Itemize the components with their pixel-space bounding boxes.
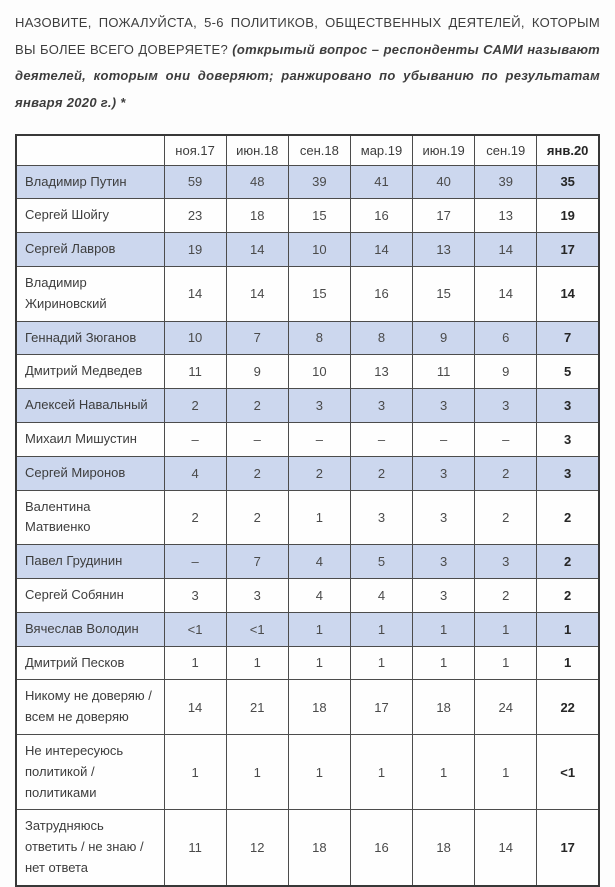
value-cell: 11 (164, 810, 226, 886)
politician-name: Никому не доверяю / всем не доверяю (16, 680, 164, 735)
value-cell: 10 (164, 321, 226, 355)
survey-question-text: НАЗОВИТЕ, ПОЖАЛУЙСТА, 5-6 ПОЛИТИКОВ, ОБЩЕСТВЕННЫХ ДЕЯТЕЛЕЙ, КОТОРЫМ ВЫ БОЛЕЕ ВСЕГО ДОВЕРЯЕТЕ? (15, 15, 600, 57)
column-header: июн.18 (226, 135, 288, 166)
value-cell: 4 (288, 578, 350, 612)
table-row (16, 646, 599, 680)
value-cell: 1 (475, 734, 537, 809)
value-cell: – (350, 422, 412, 456)
value-cell: 7 (226, 545, 288, 579)
value-cell: 13 (475, 199, 537, 233)
value-cell: 3 (413, 389, 475, 423)
value-cell: 1 (288, 734, 350, 809)
value-cell: 16 (350, 810, 412, 886)
value-cell: 18 (413, 680, 475, 735)
value-cell: 19 (537, 199, 599, 233)
value-cell: 2 (226, 389, 288, 423)
value-cell: 1 (413, 612, 475, 646)
value-cell: 1 (475, 612, 537, 646)
value-cell: 18 (413, 810, 475, 886)
value-cell: 24 (475, 680, 537, 735)
table-row (16, 490, 599, 545)
value-cell: 14 (475, 233, 537, 267)
table-body (16, 165, 599, 886)
value-cell: 18 (288, 680, 350, 735)
value-cell: 13 (413, 233, 475, 267)
table-row (16, 680, 599, 735)
value-cell: 5 (537, 355, 599, 389)
value-cell: 1 (413, 646, 475, 680)
table-row (16, 422, 599, 456)
politician-name: Алексей Навальный (16, 389, 164, 423)
value-cell: 9 (475, 355, 537, 389)
table-row (16, 456, 599, 490)
value-cell: 4 (164, 456, 226, 490)
value-cell: 15 (288, 266, 350, 321)
value-cell: 3 (350, 490, 412, 545)
value-cell: <1 (226, 612, 288, 646)
politician-name: Владимир Жириновский (16, 266, 164, 321)
value-cell: 1 (164, 734, 226, 809)
value-cell: 18 (288, 810, 350, 886)
value-cell: 16 (350, 199, 412, 233)
value-cell: 3 (226, 578, 288, 612)
value-cell: 4 (350, 578, 412, 612)
value-cell: 14 (164, 680, 226, 735)
politician-name: Не интересуюсь политикой / политиками (16, 734, 164, 809)
value-cell: 7 (537, 321, 599, 355)
value-cell: 1 (288, 490, 350, 545)
value-cell: 22 (537, 680, 599, 735)
value-cell: 13 (350, 355, 412, 389)
value-cell: 19 (164, 233, 226, 267)
value-cell: 8 (350, 321, 412, 355)
table-row (16, 355, 599, 389)
value-cell: 9 (226, 355, 288, 389)
value-cell: 15 (288, 199, 350, 233)
value-cell: 12 (226, 810, 288, 886)
column-header: ноя.17 (164, 135, 226, 166)
trust-ratings-table (15, 134, 600, 887)
value-cell: 14 (475, 810, 537, 886)
column-header: июн.19 (413, 135, 475, 166)
value-cell: 2 (537, 545, 599, 579)
value-cell: 2 (226, 456, 288, 490)
value-cell: 1 (537, 646, 599, 680)
politician-name: Павел Грудинин (16, 545, 164, 579)
value-cell: 40 (413, 165, 475, 199)
table-row (16, 165, 599, 199)
value-cell: 7 (226, 321, 288, 355)
value-cell: 3 (350, 389, 412, 423)
value-cell: 14 (226, 233, 288, 267)
value-cell: 3 (413, 456, 475, 490)
value-cell: 14 (164, 266, 226, 321)
value-cell: – (413, 422, 475, 456)
value-cell: 14 (226, 266, 288, 321)
value-cell: 4 (288, 545, 350, 579)
value-cell: 48 (226, 165, 288, 199)
value-cell: <1 (537, 734, 599, 809)
value-cell: – (164, 422, 226, 456)
value-cell: 3 (164, 578, 226, 612)
value-cell: 59 (164, 165, 226, 199)
value-cell: 17 (537, 233, 599, 267)
value-cell: 11 (413, 355, 475, 389)
value-cell: 11 (164, 355, 226, 389)
value-cell: 3 (288, 389, 350, 423)
value-cell: 18 (226, 199, 288, 233)
value-cell: 14 (475, 266, 537, 321)
value-cell: 3 (537, 389, 599, 423)
value-cell: 17 (537, 810, 599, 886)
value-cell: 1 (413, 734, 475, 809)
table-row (16, 266, 599, 321)
value-cell: 3 (413, 490, 475, 545)
value-cell: 1 (475, 646, 537, 680)
politician-name: Вячеслав Володин (16, 612, 164, 646)
header-row (16, 135, 599, 166)
table-row (16, 810, 599, 886)
value-cell: 3 (475, 389, 537, 423)
value-cell: 1 (537, 612, 599, 646)
value-cell: 3 (537, 456, 599, 490)
value-cell: 1 (226, 646, 288, 680)
value-cell: 5 (350, 545, 412, 579)
value-cell: 6 (475, 321, 537, 355)
value-cell: 41 (350, 165, 412, 199)
table-row (16, 545, 599, 579)
value-cell: 2 (475, 490, 537, 545)
table-row (16, 612, 599, 646)
value-cell: – (164, 545, 226, 579)
value-cell: 23 (164, 199, 226, 233)
politician-name: Затрудняюсь ответить / не знаю / нет ответа (16, 810, 164, 886)
value-cell: – (288, 422, 350, 456)
value-cell: 3 (475, 545, 537, 579)
politician-name: Сергей Лавров (16, 233, 164, 267)
value-cell: 1 (350, 734, 412, 809)
column-header: янв.20 (537, 135, 599, 166)
table-row (16, 321, 599, 355)
value-cell: 9 (413, 321, 475, 355)
column-header: мар.19 (350, 135, 412, 166)
value-cell: 14 (350, 233, 412, 267)
value-cell: 16 (350, 266, 412, 321)
value-cell: – (226, 422, 288, 456)
table-row (16, 199, 599, 233)
value-cell: 35 (537, 165, 599, 199)
value-cell: 15 (413, 266, 475, 321)
table-row (16, 389, 599, 423)
value-cell: 10 (288, 233, 350, 267)
politician-name: Валентина Матвиенко (16, 490, 164, 545)
politician-name: Сергей Миронов (16, 456, 164, 490)
politician-name: Сергей Шойгу (16, 199, 164, 233)
value-cell: 2 (475, 578, 537, 612)
politician-name: Дмитрий Медведев (16, 355, 164, 389)
value-cell: 1 (226, 734, 288, 809)
survey-question-title (15, 10, 600, 117)
table-row (16, 233, 599, 267)
value-cell: 2 (226, 490, 288, 545)
value-cell: 2 (350, 456, 412, 490)
value-cell: 3 (413, 578, 475, 612)
value-cell: 3 (413, 545, 475, 579)
politician-name: Дмитрий Песков (16, 646, 164, 680)
value-cell: 2 (537, 578, 599, 612)
corner-header-cell (16, 135, 164, 166)
value-cell: 39 (288, 165, 350, 199)
value-cell: 17 (413, 199, 475, 233)
column-header: сен.18 (288, 135, 350, 166)
politician-name: Михаил Мишустин (16, 422, 164, 456)
politician-name: Владимир Путин (16, 165, 164, 199)
value-cell: 39 (475, 165, 537, 199)
survey-question-note: (открытый вопрос – респонденты САМИ называют деятелей, которым они доверяют; ранжировано по убыванию по результатам января 2020 г.) * (15, 41, 601, 110)
table-row (16, 578, 599, 612)
value-cell: 2 (537, 490, 599, 545)
value-cell: 10 (288, 355, 350, 389)
value-cell: 14 (537, 266, 599, 321)
value-cell: 8 (288, 321, 350, 355)
value-cell: 1 (350, 646, 412, 680)
politician-name: Геннадий Зюганов (16, 321, 164, 355)
value-cell: 2 (475, 456, 537, 490)
value-cell: 1 (164, 646, 226, 680)
value-cell: 1 (350, 612, 412, 646)
column-header: сен.19 (475, 135, 537, 166)
politician-name: Сергей Собянин (16, 578, 164, 612)
table-row (16, 734, 599, 809)
value-cell: 2 (164, 389, 226, 423)
value-cell: 21 (226, 680, 288, 735)
value-cell: 2 (288, 456, 350, 490)
value-cell: 1 (288, 646, 350, 680)
value-cell: 1 (288, 612, 350, 646)
value-cell: 17 (350, 680, 412, 735)
value-cell: – (475, 422, 537, 456)
value-cell: <1 (164, 612, 226, 646)
value-cell: 3 (537, 422, 599, 456)
value-cell: 2 (164, 490, 226, 545)
